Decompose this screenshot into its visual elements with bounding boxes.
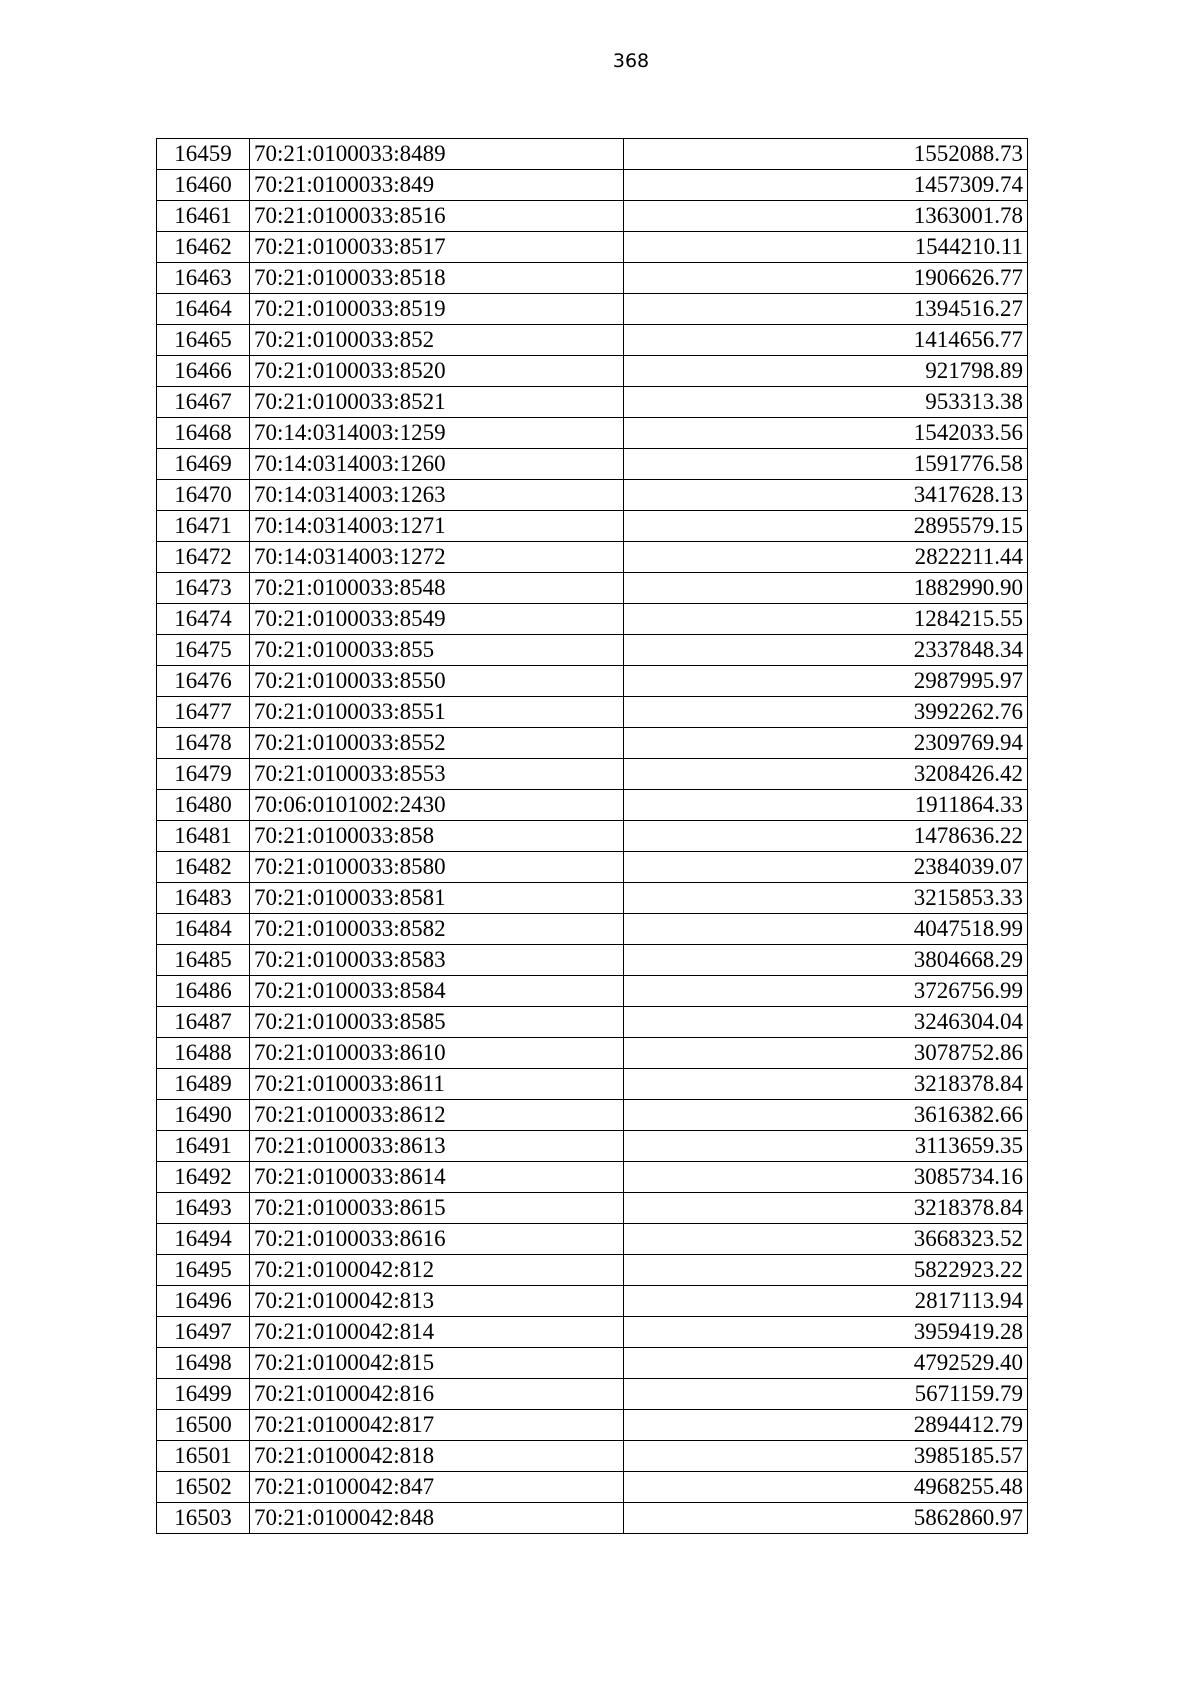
cadastral-value-cell: 3113659.35 [624,1131,1028,1162]
row-number-cell: 16460 [157,170,250,201]
cadastral-number-cell: 70:21:0100033:8581 [250,883,624,914]
row-number-cell: 16493 [157,1193,250,1224]
cadastral-value-cell: 3992262.76 [624,697,1028,728]
cadastral-number-cell: 70:21:0100033:8612 [250,1100,624,1131]
table-row [157,1069,1028,1100]
cadastral-value-cell: 1544210.11 [624,232,1028,263]
cadastral-value-table [156,138,1028,1534]
cadastral-value-cell: 3985185.57 [624,1441,1028,1472]
row-number-cell: 16463 [157,263,250,294]
cadastral-number-cell: 70:21:0100033:852 [250,325,624,356]
table-row [157,356,1028,387]
cadastral-number-cell: 70:21:0100033:8553 [250,759,624,790]
cadastral-number-cell: 70:21:0100042:812 [250,1255,624,1286]
row-number-cell: 16480 [157,790,250,821]
row-number-cell: 16470 [157,480,250,511]
cadastral-value-cell: 2822211.44 [624,542,1028,573]
cadastral-number-cell: 70:21:0100033:8613 [250,1131,624,1162]
cadastral-value-cell: 2894412.79 [624,1410,1028,1441]
row-number-cell: 16481 [157,821,250,852]
cadastral-number-cell: 70:21:0100033:8551 [250,697,624,728]
row-number-cell: 16476 [157,666,250,697]
table-row [157,821,1028,852]
cadastral-number-cell: 70:21:0100033:8584 [250,976,624,1007]
table-row [157,1472,1028,1503]
row-number-cell: 16474 [157,604,250,635]
table-row [157,945,1028,976]
cadastral-number-cell: 70:21:0100033:8610 [250,1038,624,1069]
table-row [157,697,1028,728]
row-number-cell: 16494 [157,1224,250,1255]
cadastral-value-cell: 1457309.74 [624,170,1028,201]
cadastral-number-cell: 70:21:0100033:8552 [250,728,624,759]
cadastral-value-cell: 3215853.33 [624,883,1028,914]
row-number-cell: 16482 [157,852,250,883]
cadastral-value-cell: 1882990.90 [624,573,1028,604]
table-row [157,976,1028,1007]
row-number-cell: 16472 [157,542,250,573]
cadastral-number-cell: 70:14:0314003:1263 [250,480,624,511]
row-number-cell: 16501 [157,1441,250,1472]
row-number-cell: 16499 [157,1379,250,1410]
table-row [157,1317,1028,1348]
table-row [157,294,1028,325]
cadastral-number-cell: 70:21:0100033:8615 [250,1193,624,1224]
row-number-cell: 16475 [157,635,250,666]
cadastral-value-cell: 1542033.56 [624,418,1028,449]
row-number-cell: 16500 [157,1410,250,1441]
cadastral-number-cell: 70:21:0100033:8520 [250,356,624,387]
cadastral-value-cell: 3959419.28 [624,1317,1028,1348]
cadastral-value-cell: 3804668.29 [624,945,1028,976]
row-number-cell: 16471 [157,511,250,542]
cadastral-value-cell: 3078752.86 [624,1038,1028,1069]
cadastral-value-cell: 3417628.13 [624,480,1028,511]
cadastral-number-cell: 70:21:0100033:8489 [250,139,624,170]
table-row [157,883,1028,914]
row-number-cell: 16479 [157,759,250,790]
cadastral-value-cell: 4968255.48 [624,1472,1028,1503]
cadastral-number-cell: 70:21:0100033:8550 [250,666,624,697]
table-row [157,480,1028,511]
table-row [157,759,1028,790]
table-row [157,1224,1028,1255]
table-body [157,139,1028,1534]
table-row [157,1410,1028,1441]
row-number-cell: 16466 [157,356,250,387]
cadastral-value-cell: 1394516.27 [624,294,1028,325]
cadastral-value-cell: 953313.38 [624,387,1028,418]
table-row [157,232,1028,263]
table-row [157,604,1028,635]
row-number-cell: 16484 [157,914,250,945]
row-number-cell: 16488 [157,1038,250,1069]
cadastral-value-cell: 2337848.34 [624,635,1028,666]
cadastral-number-cell: 70:14:0314003:1271 [250,511,624,542]
table-row [157,914,1028,945]
cadastral-value-cell: 1284215.55 [624,604,1028,635]
cadastral-value-cell: 4047518.99 [624,914,1028,945]
cadastral-value-cell: 1552088.73 [624,139,1028,170]
cadastral-number-cell: 70:21:0100042:818 [250,1441,624,1472]
cadastral-number-cell: 70:21:0100033:8580 [250,852,624,883]
row-number-cell: 16487 [157,1007,250,1038]
table-row [157,1503,1028,1534]
table-row [157,1286,1028,1317]
cadastral-number-cell: 70:21:0100033:8614 [250,1162,624,1193]
row-number-cell: 16465 [157,325,250,356]
table-row [157,1131,1028,1162]
cadastral-number-cell: 70:21:0100042:816 [250,1379,624,1410]
row-number-cell: 16490 [157,1100,250,1131]
cadastral-value-cell: 4792529.40 [624,1348,1028,1379]
table-row [157,1100,1028,1131]
table-row [157,1162,1028,1193]
table-row [157,790,1028,821]
cadastral-number-cell: 70:21:0100033:855 [250,635,624,666]
row-number-cell: 16459 [157,139,250,170]
cadastral-value-cell: 2384039.07 [624,852,1028,883]
page-number: 368 [612,50,650,72]
cadastral-value-cell: 3218378.84 [624,1193,1028,1224]
row-number-cell: 16502 [157,1472,250,1503]
row-number-cell: 16503 [157,1503,250,1534]
row-number-cell: 16462 [157,232,250,263]
table-row [157,635,1028,666]
table-row [157,1193,1028,1224]
cadastral-number-cell: 70:21:0100042:817 [250,1410,624,1441]
row-number-cell: 16492 [157,1162,250,1193]
row-number-cell: 16469 [157,449,250,480]
cadastral-value-cell: 3218378.84 [624,1069,1028,1100]
table-row [157,418,1028,449]
cadastral-value-cell: 1363001.78 [624,201,1028,232]
cadastral-value-cell: 1478636.22 [624,821,1028,852]
row-number-cell: 16486 [157,976,250,1007]
cadastral-number-cell: 70:06:0101002:2430 [250,790,624,821]
row-number-cell: 16478 [157,728,250,759]
row-number-cell: 16489 [157,1069,250,1100]
cadastral-number-cell: 70:21:0100042:815 [250,1348,624,1379]
cadastral-number-cell: 70:21:0100033:8518 [250,263,624,294]
table-row [157,728,1028,759]
table-row [157,511,1028,542]
cadastral-value-cell: 2987995.97 [624,666,1028,697]
table-row [157,387,1028,418]
cadastral-number-cell: 70:21:0100033:8548 [250,573,624,604]
table-row [157,1348,1028,1379]
table-row [157,852,1028,883]
row-number-cell: 16477 [157,697,250,728]
cadastral-number-cell: 70:21:0100042:813 [250,1286,624,1317]
row-number-cell: 16483 [157,883,250,914]
table-row [157,1441,1028,1472]
cadastral-value-cell: 1911864.33 [624,790,1028,821]
table-row [157,325,1028,356]
row-number-cell: 16496 [157,1286,250,1317]
cadastral-number-cell: 70:21:0100042:848 [250,1503,624,1534]
cadastral-number-cell: 70:21:0100033:8549 [250,604,624,635]
row-number-cell: 16491 [157,1131,250,1162]
table-row [157,1038,1028,1069]
table-row [157,449,1028,480]
row-number-cell: 16498 [157,1348,250,1379]
cadastral-number-cell: 70:21:0100033:8585 [250,1007,624,1038]
table-row [157,139,1028,170]
table-row [157,1379,1028,1410]
table-row [157,1007,1028,1038]
cadastral-number-cell: 70:14:0314003:1260 [250,449,624,480]
cadastral-number-cell: 70:21:0100033:8616 [250,1224,624,1255]
cadastral-value-cell: 2309769.94 [624,728,1028,759]
row-number-cell: 16467 [157,387,250,418]
cadastral-number-cell: 70:21:0100042:814 [250,1317,624,1348]
cadastral-number-cell: 70:21:0100033:8521 [250,387,624,418]
table-row [157,1255,1028,1286]
cadastral-value-cell: 3668323.52 [624,1224,1028,1255]
cadastral-value-cell: 1906626.77 [624,263,1028,294]
cadastral-number-cell: 70:21:0100033:8583 [250,945,624,976]
table-row [157,666,1028,697]
row-number-cell: 16461 [157,201,250,232]
table-row [157,201,1028,232]
row-number-cell: 16495 [157,1255,250,1286]
cadastral-value-cell: 1414656.77 [624,325,1028,356]
row-number-cell: 16468 [157,418,250,449]
table-row [157,170,1028,201]
row-number-cell: 16464 [157,294,250,325]
cadastral-number-cell: 70:21:0100033:8519 [250,294,624,325]
cadastral-value-cell: 921798.89 [624,356,1028,387]
table-row [157,542,1028,573]
row-number-cell: 16497 [157,1317,250,1348]
cadastral-number-cell: 70:21:0100033:8582 [250,914,624,945]
cadastral-number-cell: 70:21:0100033:8611 [250,1069,624,1100]
cadastral-value-cell: 3246304.04 [624,1007,1028,1038]
table-row [157,573,1028,604]
cadastral-number-cell: 70:21:0100033:8517 [250,232,624,263]
cadastral-number-cell: 70:14:0314003:1259 [250,418,624,449]
row-number-cell: 16473 [157,573,250,604]
table-row [157,263,1028,294]
cadastral-value-cell: 3726756.99 [624,976,1028,1007]
cadastral-value-cell: 3616382.66 [624,1100,1028,1131]
cadastral-value-cell: 2895579.15 [624,511,1028,542]
cadastral-number-cell: 70:21:0100033:8516 [250,201,624,232]
cadastral-number-cell: 70:14:0314003:1272 [250,542,624,573]
row-number-cell: 16485 [157,945,250,976]
cadastral-number-cell: 70:21:0100033:849 [250,170,624,201]
cadastral-value-cell: 5862860.97 [624,1503,1028,1534]
cadastral-number-cell: 70:21:0100042:847 [250,1472,624,1503]
cadastral-number-cell: 70:21:0100033:858 [250,821,624,852]
cadastral-value-cell: 3208426.42 [624,759,1028,790]
cadastral-value-cell: 5822923.22 [624,1255,1028,1286]
cadastral-value-cell: 3085734.16 [624,1162,1028,1193]
cadastral-value-cell: 1591776.58 [624,449,1028,480]
cadastral-value-cell: 5671159.79 [624,1379,1028,1410]
cadastral-value-cell: 2817113.94 [624,1286,1028,1317]
